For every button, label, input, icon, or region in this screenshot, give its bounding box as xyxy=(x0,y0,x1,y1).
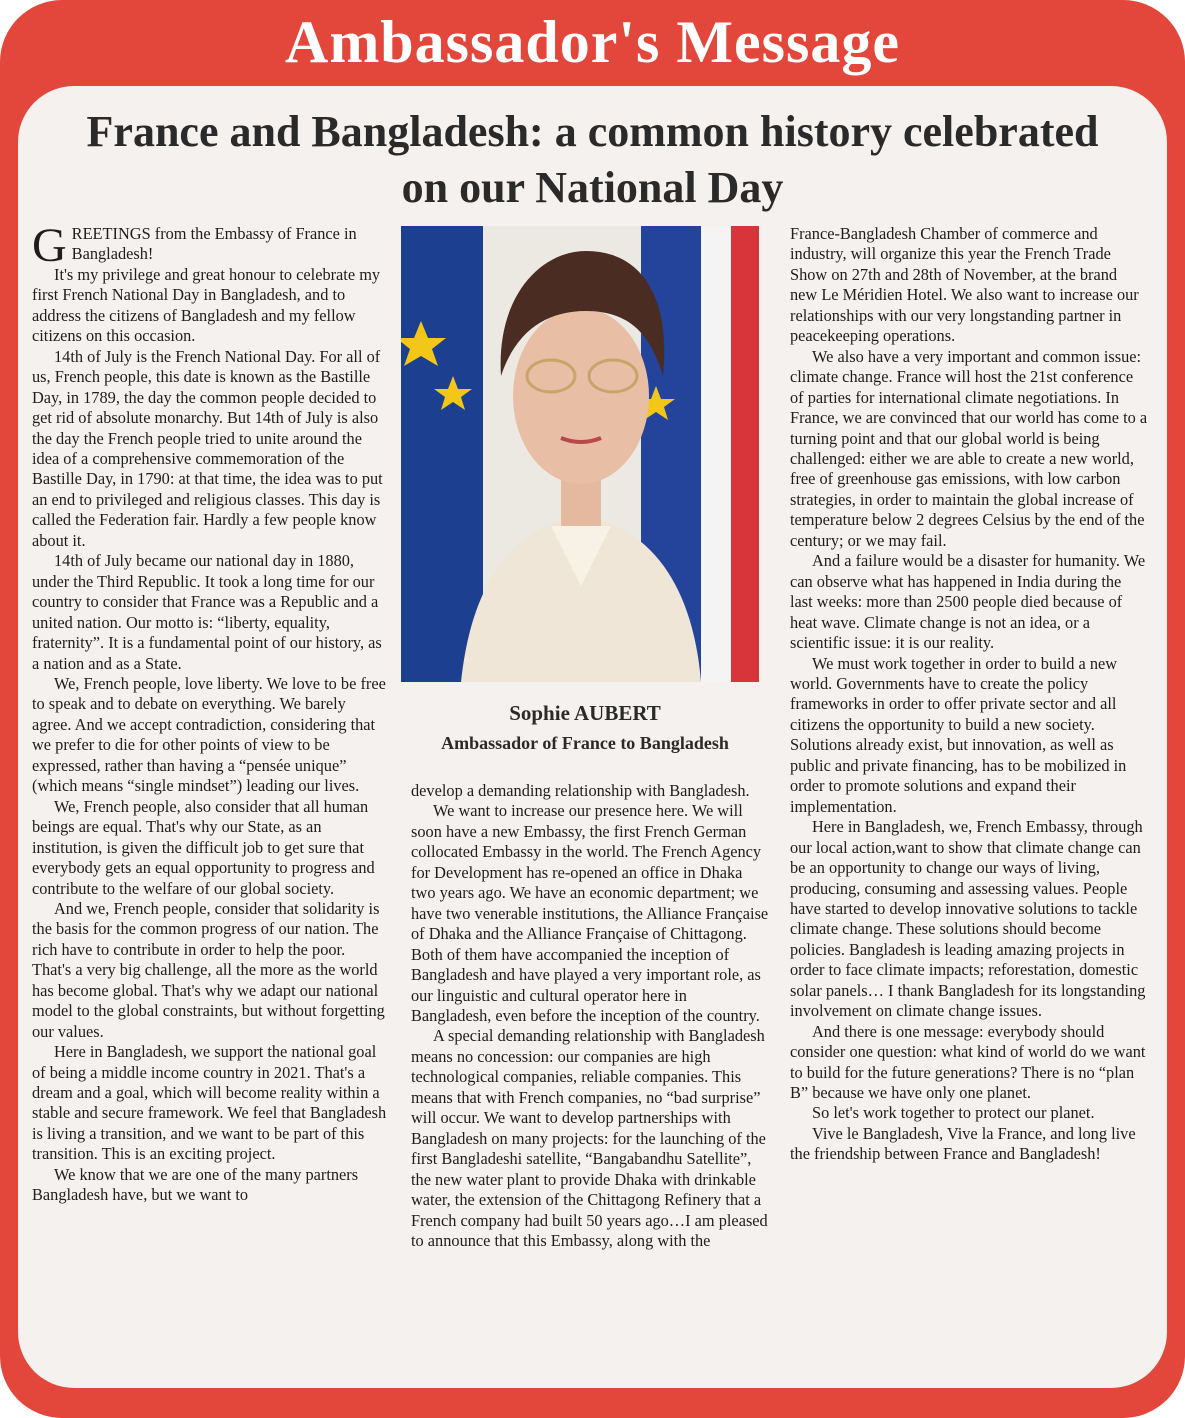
paragraph: We know that we are one of the many partners Bangladesh have, but we want to xyxy=(32,1164,359,1205)
drop-cap: G xyxy=(32,219,67,272)
paragraph: We, French people, also consider that all human beings are equal. That's why our State, as an institution, is given the difficult job to get sure that everybody gets an equal opportunity to progress and contribute to the welfare of our global society. xyxy=(32,796,375,898)
paragraph: We want to increase our presence here. We will soon have a new Embassy, the first French German collocated Embassy in the world. The French Agency for Development has re-opened an office in Dhaka two years ago. We have an economic department; we have two venerable institutions, the Alliance Française of Dhaka and the Alliance Française of Chittagong. Both of them have accompanied the inception of Bangladesh and have played a very important role, as our linguistic and cultural operator here in Bangladesh, even before the inception of the country. xyxy=(411,801,769,1025)
paragraph: So let's work together to protect our planet. xyxy=(812,1103,1095,1123)
portrait-illustration xyxy=(401,226,759,682)
paragraph: Here in Bangladesh, we support the national goal of being a middle income country in 2021. That's a dream and a goal, which will become reality within a stable and secure framework. We feel that Bangladesh is living a transition, and we want to be part of this transition. This is an exciting project. xyxy=(32,1042,387,1164)
paragraph: France-Bangladesh Chamber of commerce and industry, will organize this year the French Trade Show on 27th and 28th of November, at the brand new Le Méridien Hotel. We also want to increase our relationships with our very longstanding partner in peacekeeping operations. xyxy=(790,224,1139,346)
paragraph: We must work together in order to build a new world. Governments have to create the policy frameworks in order to offer private sector and all citizens the opportunity to build a new society. Solutions already exist, but innovation, as well as public and private financing, has to be mobilized in order to promote solutions and expand their implementation. xyxy=(790,653,1127,816)
paragraph: 14th of July is the French National Day. For all of us, French people, this date is known as the Bastille Day, in 1789, the day the common people decided to get rid of absolute monarchy. But 14th of July is also the day the French people tried to unite around the idea of a comprehensive commemoration of the Bastille Day, in 1790: at that time, the idea was to put an end to privileged and religious classes. This day is called the Federation fair. Hardly a few people know about it. xyxy=(32,346,383,550)
article-column-2 xyxy=(411,781,769,1251)
paragraph: We, French people, love liberty. We love to be free to speak and to debate on everything. We barely agree. And we accept contradiction, considering that we prefer to die for other points of view to be expressed, rather than having a “pensée unique” (which means “single mindset”) leading our lives. xyxy=(32,673,386,796)
photo-caption-name: Sophie AUBERT xyxy=(509,701,661,725)
paragraph: And a failure would be a disaster for humanity. We can observe what has happened in India during the last weeks: more than 2500 people died because of heat wave. Climate change is not an idea, or a scientific issue: it is our reality. xyxy=(790,551,1146,653)
paragraph: It's my privilege and great honour to celebrate my first French National Day in Bangladesh, and to address the citizens of Bangladesh and my fellow citizens on this occasion. xyxy=(32,264,381,346)
headline-line-1: France and Bangladesh: a common history celebrated xyxy=(86,107,1099,156)
article-column-1 xyxy=(32,219,388,1206)
french-flag-red xyxy=(731,226,759,682)
paragraph xyxy=(32,219,388,272)
paragraph: Here in Bangladesh, we, French Embassy, through our local action,want to show that climate change can be an opportunity to change our ways of living, producing, consuming and assessing values. People have started to develop innovative solutions to tackle climate change. These solutions should become policies. Bangladesh is leading amazing projects in order to face climate impacts; reforestation, domestic solar panels… I thank Bangladesh for its longstanding involvement on climate change issues. xyxy=(790,817,1146,1021)
banner-title: Ambassador's Message xyxy=(285,9,900,75)
paragraph: A special demanding relationship with Bangladesh means no concession: our companies are high technological companies, reliable companies. This means that with French companies, no “bad surprise” will occur. We want to develop partnerships with Bangladesh on many projects: for the launching of the first Bangladeshi satellite, “Bangabandhu Satellite”, the new water plant to provide Dhaka with drinkable water, the extension of the Chittagong Refinery that a French company had built 50 years ago…I am pleased to announce that this Embassy, along with the xyxy=(411,1026,768,1250)
paragraph-text: REETINGS from the Embassy of France in Bangladesh! xyxy=(71,224,357,264)
paragraph: And we, French people, consider that solidarity is the basis for the common progress of our nation. The rich have to contribute in order to help the poor. That's a very big challenge, all the more as the world has become global. That's why we adapt our national model to the global constraints, but without forgetting our values. xyxy=(32,898,385,1041)
paragraph: Vive le Bangladesh, Vive la France, and long live the friendship between France and Bangladesh! xyxy=(790,1123,1136,1164)
paragraph: We also have a very important and common issue: climate change. France will host the 21st conference of parties for international climate negotiations. In France, we are convinced that our world has come to a turning point and that our global world is being challenged: either we are able to create a new world, free of greenhouse gas emissions, with low carbon strategies, in order to maintain the global increase of temperature below 2 degrees Celsius by the end of the century; or we may fail. xyxy=(790,346,1148,550)
headline-line-2: on our National Day xyxy=(401,163,784,212)
article-column-3 xyxy=(790,224,1148,1165)
article-headline xyxy=(18,104,1167,216)
photo-caption-role: Ambassador of France to Bangladesh xyxy=(441,733,729,753)
ambassador-photo xyxy=(401,226,759,682)
paragraph: develop a demanding relationship with Bangladesh. xyxy=(411,781,750,800)
paragraph: And there is one message: everybody should consider one question: what kind of world do we want to build for the future generations? There is no “plan B” because we have only one planet. xyxy=(790,1021,1146,1103)
paragraph: 14th of July became our national day in 1880, under the Third Republic. It took a long time for our country to consider that France was a Republic and a united nation. Our motto is: “liberty, equality, fraternity”. It is a fundamental point of our history, as a nation and as a State. xyxy=(32,551,382,673)
eu-flag-left xyxy=(401,226,483,682)
face xyxy=(513,308,649,484)
